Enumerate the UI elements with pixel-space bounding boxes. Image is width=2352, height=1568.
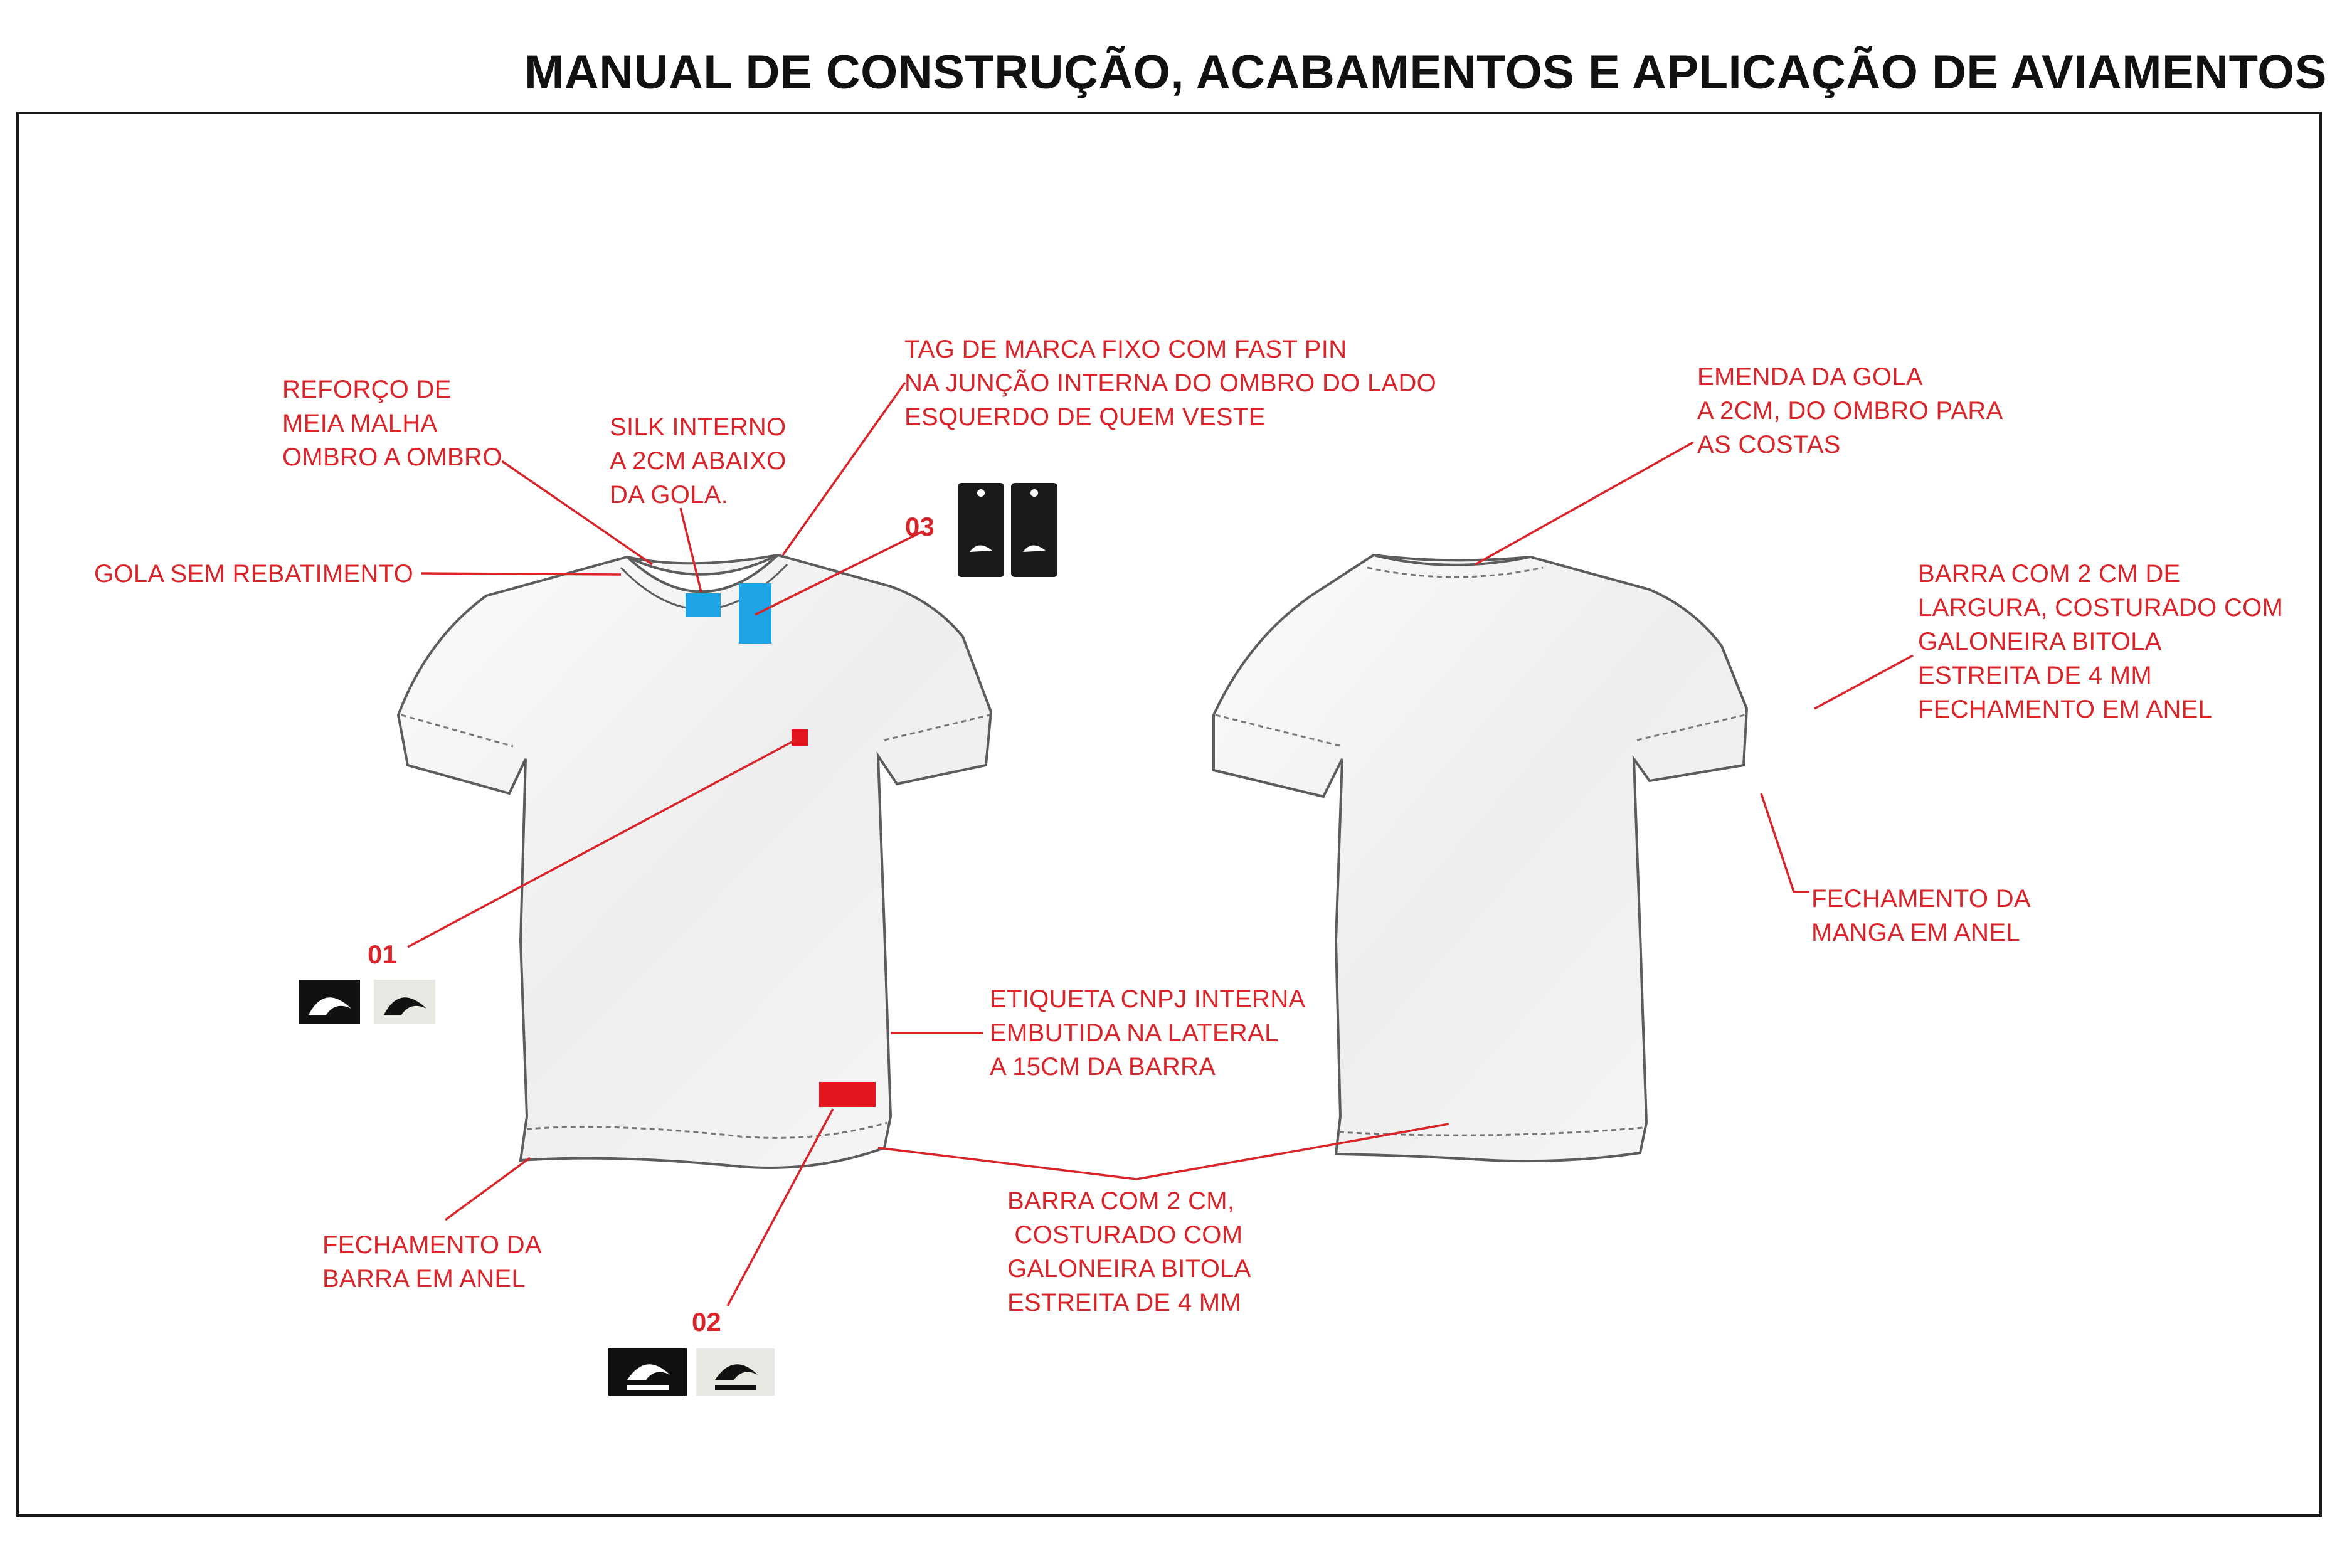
leader-gola bbox=[421, 573, 621, 575]
note-tag: TAG DE MARCA FIXO COM FAST PIN NA JUNÇÃO INTERNA DO OMBRO DO LADO ESQUERDO DE QUEM VESTE bbox=[904, 336, 1437, 431]
note-reforco: REFORÇO DE MEIA MALHA OMBRO A OMBRO bbox=[282, 376, 502, 471]
leader-tag bbox=[783, 383, 905, 555]
note-barra: BARRA COM 2 CM, COSTURADO COM GALONEIRA BITOLA ESTREITA DE 4 MM bbox=[1007, 1187, 1251, 1316]
page-title: MANUAL DE CONSTRUÇÃO, ACABAMENTOS E APLICAÇÃO DE AVIAMENTOS bbox=[524, 46, 2327, 99]
note-fechamento-barra: FECHAMENTO DA BARRA EM ANEL bbox=[322, 1231, 542, 1293]
leader-emenda bbox=[1475, 442, 1693, 564]
marker-01: 01 bbox=[368, 940, 397, 969]
marker-03: 03 bbox=[905, 512, 935, 541]
note-fechamento-manga: FECHAMENTO DA MANGA EM ANEL bbox=[1811, 885, 2031, 946]
front-shirt bbox=[398, 555, 991, 1168]
chest-logo-marker bbox=[792, 729, 808, 746]
logo-set-01 bbox=[299, 980, 435, 1024]
leader-fechamento-barra bbox=[445, 1158, 530, 1220]
tag-icons-03 bbox=[958, 483, 1057, 577]
tag-icon bbox=[958, 483, 1004, 577]
note-gola: GOLA SEM REBATIMENTO bbox=[94, 560, 414, 588]
marker-02: 02 bbox=[692, 1307, 721, 1337]
hem-logo-marker bbox=[819, 1082, 876, 1107]
note-silk: SILK INTERNO A 2CM ABAIXO DA GOLA. bbox=[610, 413, 787, 509]
front-shirt-body bbox=[398, 555, 991, 1168]
tag-icon bbox=[1011, 483, 1057, 577]
note-emenda: EMENDA DA GOLA A 2CM, DO OMBRO PARA AS COSTAS bbox=[1697, 363, 2003, 458]
silk-marker bbox=[686, 593, 721, 617]
tag-marker bbox=[739, 583, 771, 644]
logo-set-02 bbox=[608, 1348, 775, 1396]
note-etiqueta: ETIQUETA CNPJ INTERNA EMBUTIDA NA LATERAL A 15CM DA BARRA bbox=[990, 985, 1306, 1081]
note-barra-manga: BARRA COM 2 CM DE LARGURA, COSTURADO COM GALONEIRA BITOLA ESTREITA DE 4 MM FECHAMENTO EM ANEL bbox=[1918, 560, 2284, 723]
leader-barra-manga bbox=[1814, 655, 1913, 709]
leader-fechamento-manga bbox=[1761, 793, 1809, 892]
